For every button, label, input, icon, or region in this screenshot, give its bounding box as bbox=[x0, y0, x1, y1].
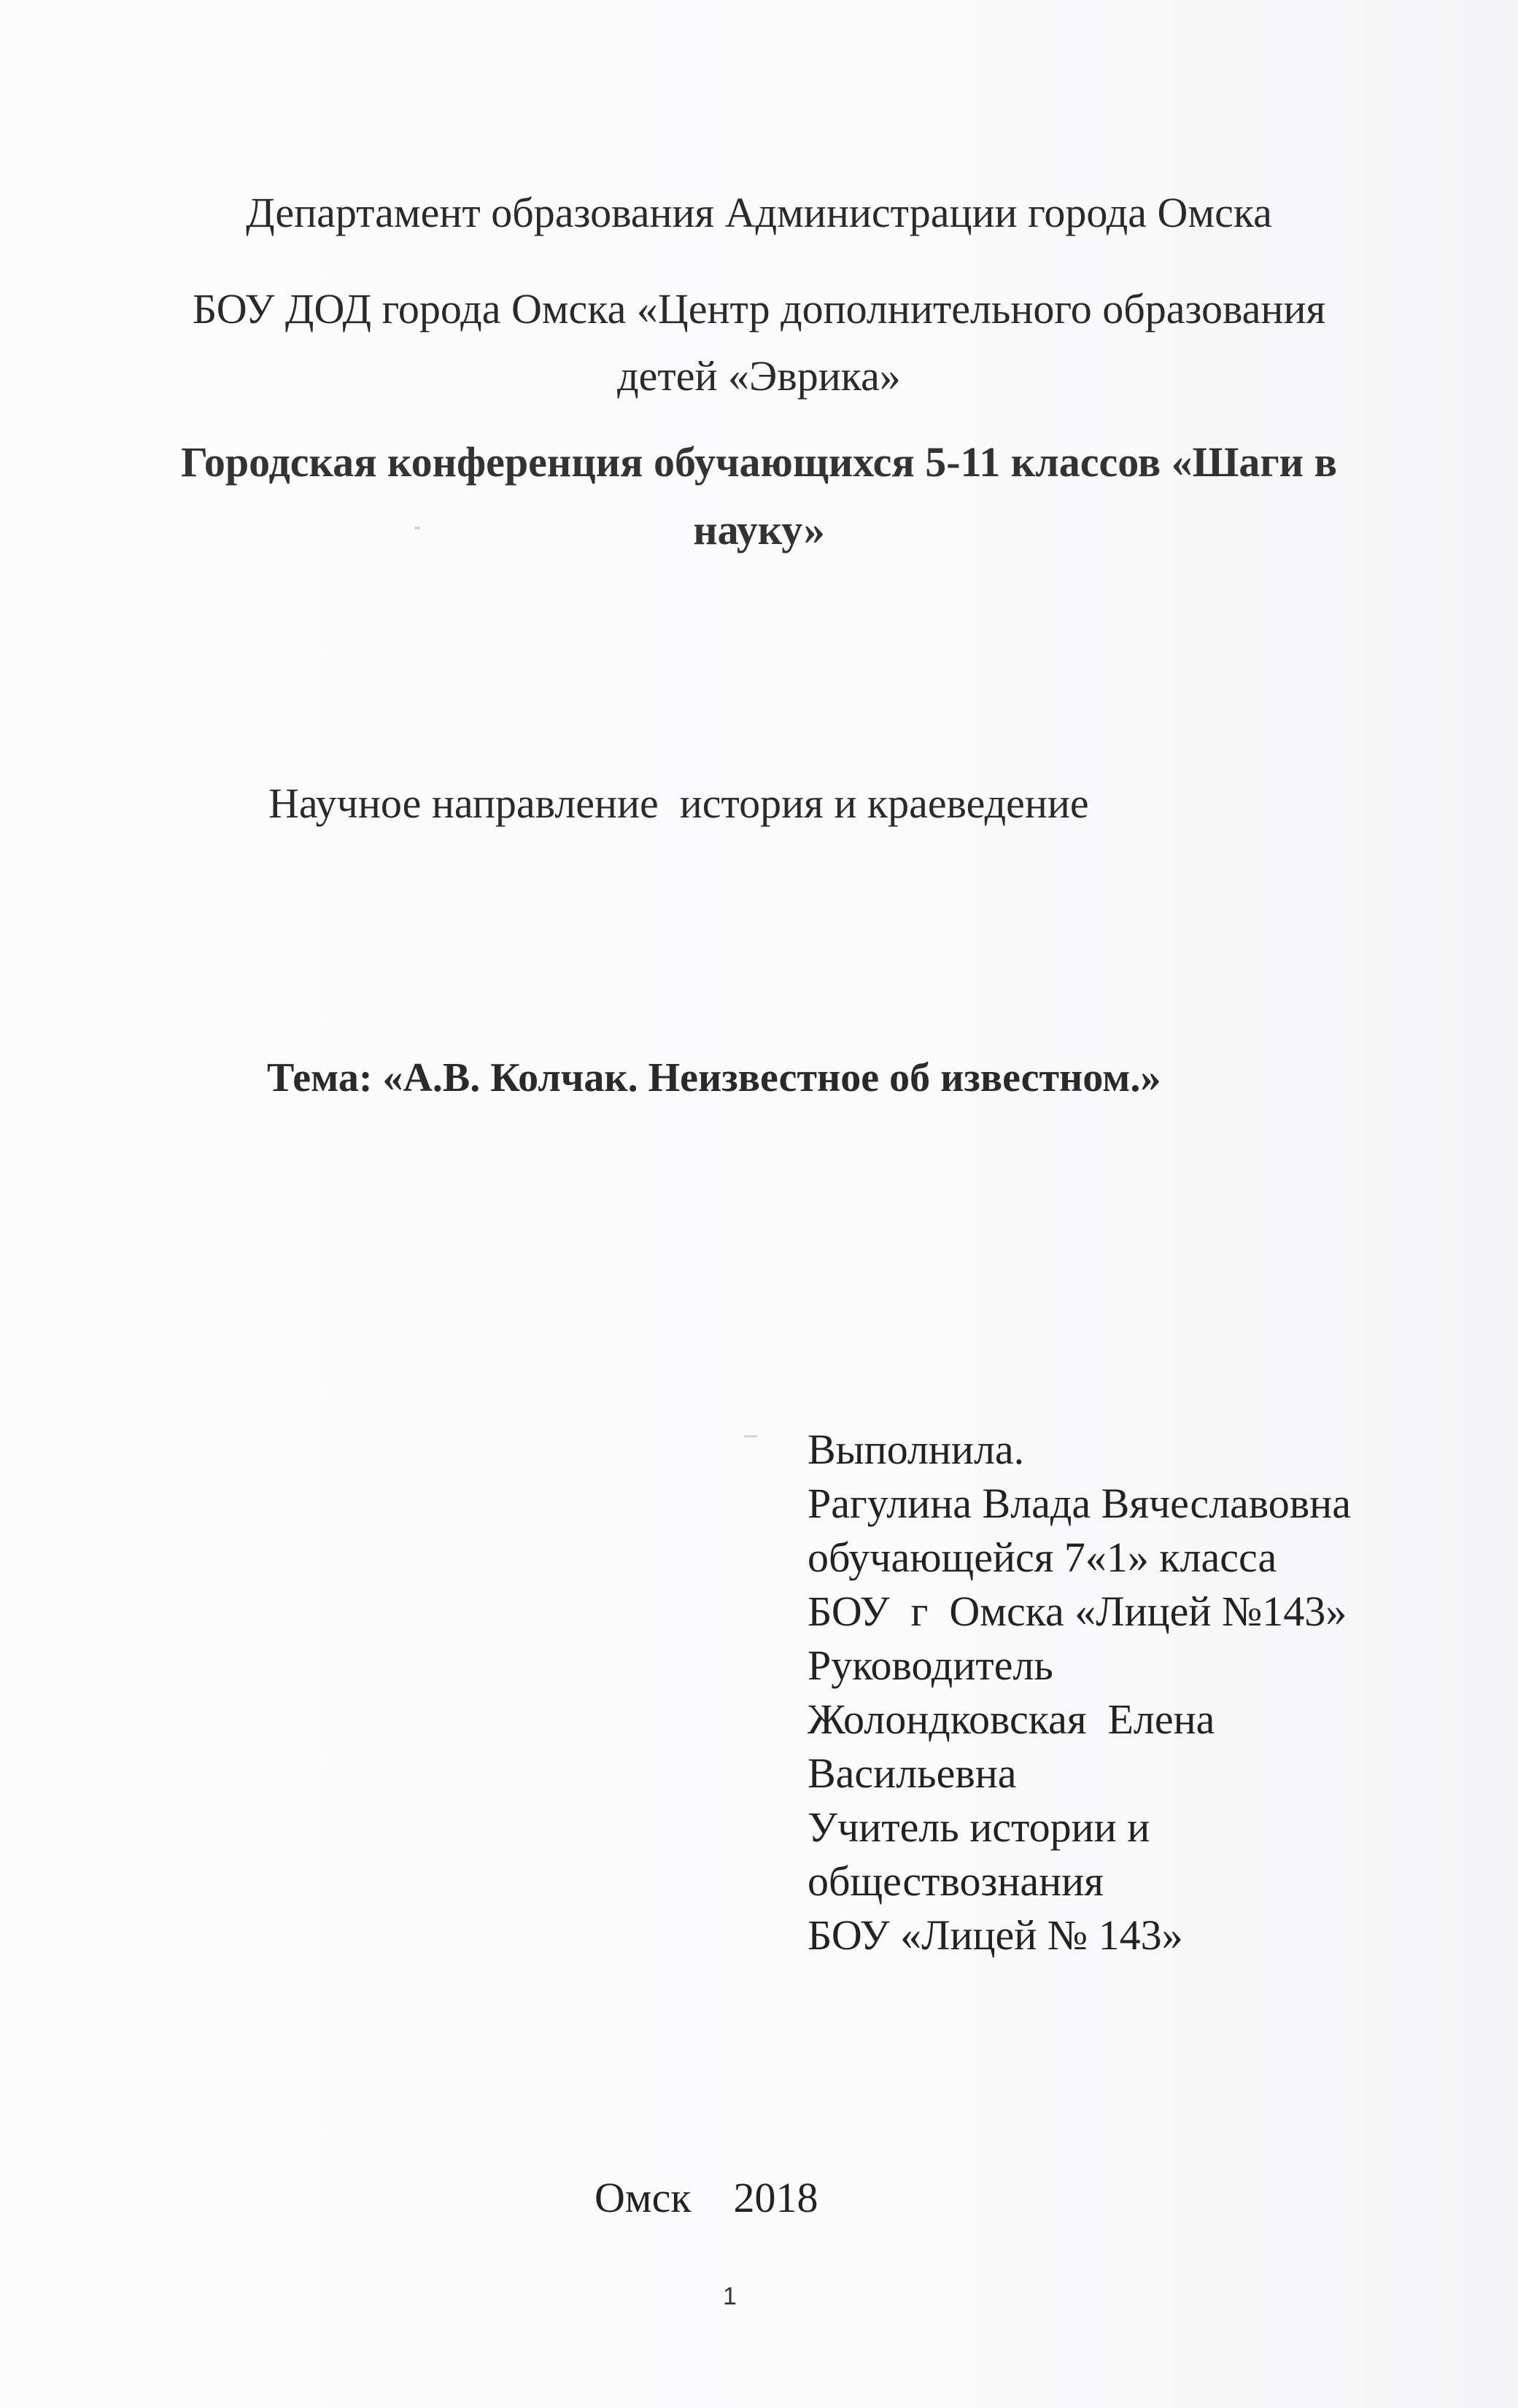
supervisor-line: обществознания bbox=[808, 1857, 1104, 1905]
organization-heading-line-2: детей «Эврика» bbox=[617, 352, 901, 400]
organization-heading-line-1: БОУ ДОД города Омска «Центр дополнительного образования bbox=[192, 285, 1326, 333]
supervisor-line: Руководитель bbox=[808, 1642, 1053, 1689]
scan-speck bbox=[744, 1435, 757, 1437]
author-line: Выполнила. bbox=[808, 1426, 1025, 1473]
supervisor-line: Жолондковская Елена bbox=[808, 1696, 1215, 1743]
topic-title: Тема: «А.В. Колчак. Неизвестное об известном.» bbox=[267, 1055, 1161, 1100]
scientific-direction: Научное направление история и краеведение bbox=[268, 780, 1089, 827]
conference-title-line-1: Городская конференция обучающихся 5-11 классов «Шаги в bbox=[181, 438, 1337, 486]
author-line: БОУ г Омска «Лицей №143» bbox=[808, 1588, 1347, 1635]
scan-speck bbox=[414, 527, 420, 529]
city-year: Омск 2018 bbox=[595, 2174, 818, 2221]
author-line: обучающейся 7«1» класса bbox=[808, 1534, 1277, 1581]
page-number: 1 bbox=[723, 2283, 737, 2310]
supervisor-line: Учитель истории и bbox=[808, 1803, 1150, 1851]
supervisor-line: Васильевна bbox=[808, 1749, 1017, 1797]
conference-title-line-2: науку» bbox=[693, 506, 825, 554]
supervisor-line: БОУ «Лицей № 143» bbox=[808, 1911, 1183, 1959]
author-info-block bbox=[808, 1423, 1464, 1962]
author-line: Рагулина Влада Вячеславовна bbox=[808, 1480, 1351, 1527]
department-heading: Департамент образования Администрации города Омска bbox=[246, 189, 1272, 236]
